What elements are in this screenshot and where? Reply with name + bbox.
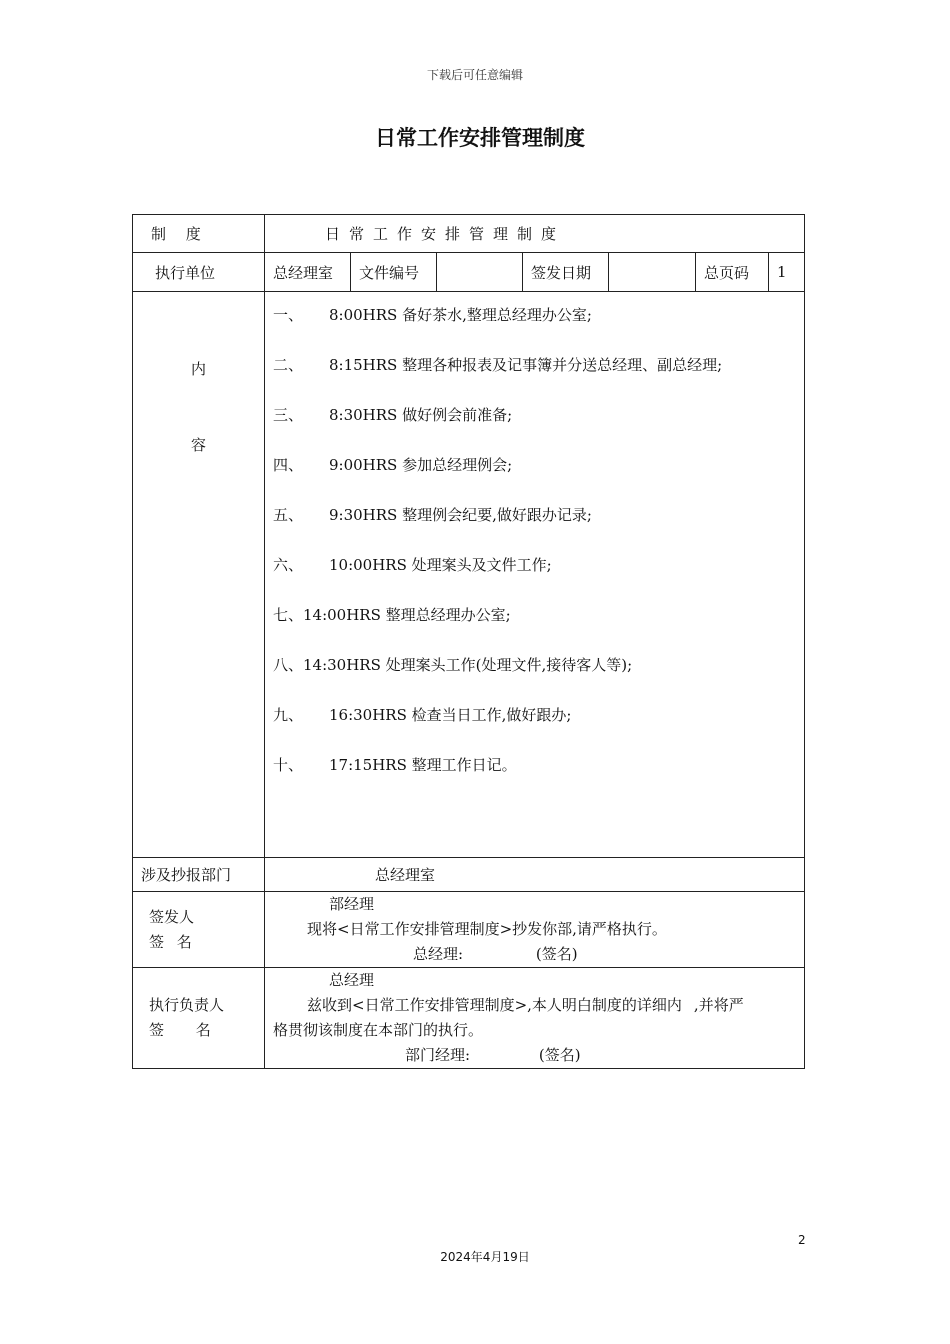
execution-unit-value: 总经理室 <box>265 253 351 292</box>
departments-label: 涉及抄报部门 <box>133 858 265 892</box>
regulation-value <box>265 215 805 253</box>
list-item: 五、 9:30HRS 整理例会纪要,做好跟办记录; <box>273 506 592 524</box>
total-pages-label: 总页码 <box>696 253 769 292</box>
executor-signature-line <box>273 1043 796 1068</box>
file-number-value <box>437 253 523 292</box>
content-label-char-1: 内 <box>190 360 206 378</box>
list-item: 三、 8:30HRS 做好例会前准备; <box>273 406 513 424</box>
executor-statement <box>265 968 805 1069</box>
list-item: 一、 8:00HRS 备好茶水,整理总经理办公室; <box>273 306 592 324</box>
issuer-sign-mark: (签名) <box>535 945 578 963</box>
executor-recipient: 总经理 <box>329 971 375 989</box>
list-item: 八、14:30HRS 处理案头工作(处理文件,接待客人等); <box>273 656 633 674</box>
issuer-label-line1: 签发人 <box>149 907 195 926</box>
content-label-char-2: 容 <box>190 436 206 454</box>
issuer-label <box>133 892 265 968</box>
executor-label <box>133 968 265 1069</box>
issuer-sign-role: 总经理: <box>413 945 464 963</box>
list-item: 四、 9:00HRS 参加总经理例会; <box>273 456 513 474</box>
row-execution-info <box>133 253 805 292</box>
executor-label-line1: 执行负责人 <box>149 996 225 1014</box>
issuer-label-line2: 签 名 <box>149 932 196 951</box>
file-number-label: 文件编号 <box>351 253 437 292</box>
list-item: 六、 10:00HRS 处理案头及文件工作; <box>273 556 552 574</box>
issuer-body: 现将<日常工作安排管理制度>抄发你部,请严格执行。 <box>307 920 667 938</box>
list-item: 二、 8:15HRS 整理各种报表及记事簿并分送总经理、副总经理; <box>273 356 723 374</box>
footer-date: 2024年4月19日 <box>440 1250 530 1264</box>
issuer-recipient: 部经理 <box>329 895 375 913</box>
row-regulation-name <box>133 215 805 253</box>
row-departments <box>133 858 805 892</box>
departments-value <box>265 858 805 892</box>
executor-sign-role: 部门经理: <box>405 1046 471 1064</box>
executor-body-line2: 格贯彻该制度在本部门的执行。 <box>273 1021 484 1039</box>
total-pages-value: 1 <box>769 253 805 292</box>
issue-date-label: 签发日期 <box>523 253 609 292</box>
regulation-label: 制 度 <box>133 215 265 253</box>
row-content <box>133 292 805 858</box>
issuer-signature-line <box>273 942 796 967</box>
document-title: 日常工作安排管理制度 <box>375 126 585 150</box>
executor-body-line1: 兹收到<日常工作安排管理制度>,本人明白制度的详细内 ,并将严 <box>307 996 744 1014</box>
issue-date-value <box>609 253 696 292</box>
departments-value-text: 总经理室 <box>375 866 436 884</box>
execution-unit-label: 执行单位 <box>133 253 265 292</box>
regulation-table <box>132 214 805 1069</box>
row-issuer <box>133 892 805 968</box>
content-list <box>265 292 805 858</box>
issuer-statement <box>265 892 805 968</box>
page-number: 2 <box>798 1233 806 1247</box>
regulation-name-text: 日常工作安排管理制度 <box>325 225 566 243</box>
list-item: 九、 16:30HRS 检查当日工作,做好跟办; <box>273 706 572 724</box>
list-item: 七、14:00HRS 整理总经理办公室; <box>273 606 511 624</box>
content-label <box>133 292 265 858</box>
executor-label-line2: 签 名 <box>149 1021 215 1039</box>
list-item: 十、 17:15HRS 整理工作日记。 <box>273 756 517 774</box>
executor-sign-mark: (签名) <box>538 1046 581 1064</box>
header-note: 下载后可任意编辑 <box>426 68 523 82</box>
row-executor <box>133 968 805 1069</box>
